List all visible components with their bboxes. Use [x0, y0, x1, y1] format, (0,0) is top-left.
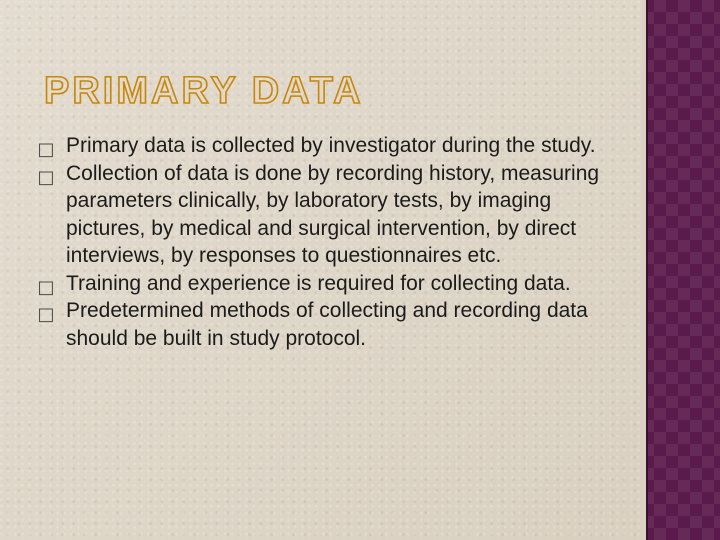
bullet-item [36, 297, 616, 352]
bullet-list [36, 132, 616, 352]
bullet-item [36, 132, 616, 160]
bullet-text: Collection of data is done by recording history, measuring parameters clinically, by laboratory tests, by imaging pictures, by medical and surgical intervention, by direct interviews, by responses to questionnaires etc. [66, 161, 600, 267]
slide-title: PRIMARY DATA [44, 70, 364, 112]
bullet-item [36, 160, 616, 270]
bullet-item [36, 270, 616, 298]
bullet-box-icon: □ [37, 139, 55, 160]
bullet-text: Predetermined methods of collecting and recording data should be built in study protocol. [66, 299, 588, 350]
bullet-box-icon: □ [37, 166, 55, 188]
bullet-text: Primary data is collected by investigator during the study. [66, 134, 596, 157]
bullet-text: Training and experience is required for collecting data. [66, 271, 571, 295]
decorative-side-panel [642, 0, 720, 540]
bullet-box-icon: □ [37, 304, 55, 325]
bullet-box-icon: □ [37, 276, 55, 298]
